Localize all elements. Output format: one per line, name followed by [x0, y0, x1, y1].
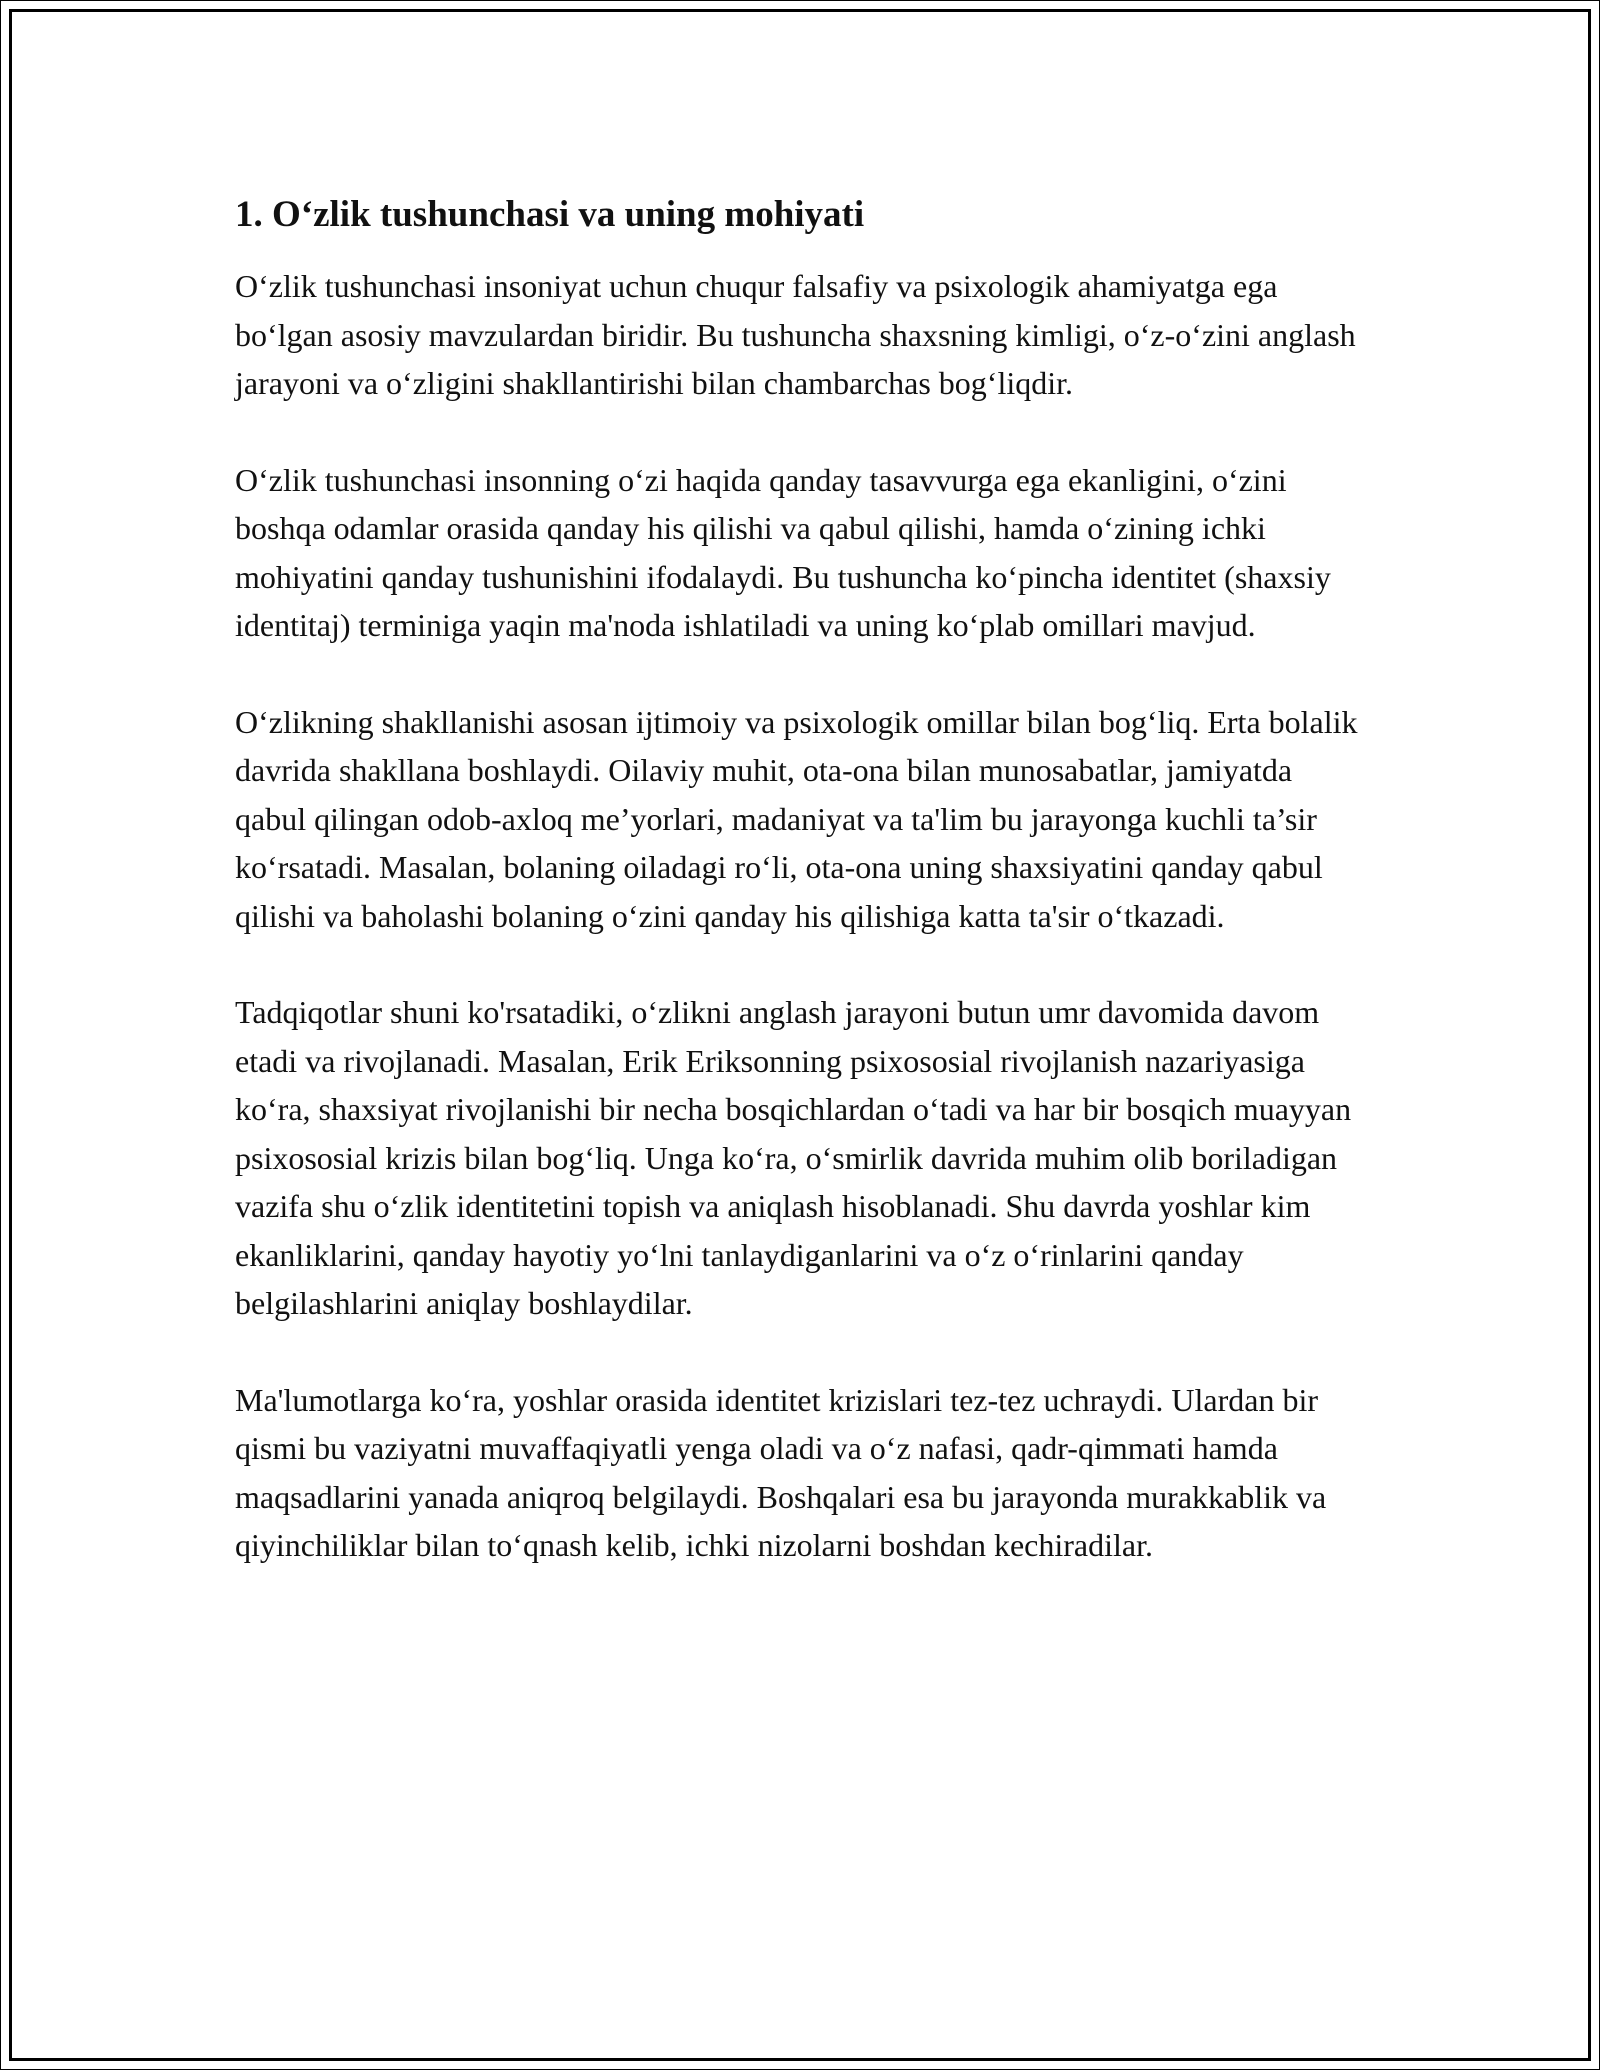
paragraph-3: O‘zlikning shakllanishi asosan ijtimoiy va psixologik omillar bilan bog‘liq. Erta bolalik davrida shakllana boshlaydi. Oilaviy muhit, ota-ona bilan munosabatlar, jamiyatda qabul qilingan odob-axloq me’yorlari, madaniyat va ta'lim bu jarayonga kuchli ta’sir ko‘rsatadi. Masalan, bolaning oiladagi ro‘li, ota-ona uning shaxsiyatini qanday qabul qilishi va baholashi bolaning o‘zini qanday his qilishiga katta ta'sir o‘tkazadi. [235, 703, 1358, 934]
paragraph-2: O‘zlik tushunchasi insonning o‘zi haqida qanday tasavvurga ega ekanligini, o‘zini boshqa odamlar orasida qanday his qilishi va qabul qilishi, hamda o‘zining ichki mohiyatini qanday tushunishini ifodalaydi. Bu tushuncha ko‘pincha identitet (shaxsiy identitaj) terminiga yaqin ma'noda ishlatiladi va uning ko‘plab omillari mavjud. [235, 461, 1331, 643]
section-heading: 1. O‘zlik tushunchasi va uning mohiyati [235, 194, 865, 235]
paragraph-4: Tadqiqotlar shuni ko'rsatadiki, o‘zlikni anglash jarayoni butun umr davomida davom etadi va rivojlanadi. Masalan, Erik Eriksonning psixososial rivojlanish nazariyasiga ko‘ra, shaxsiyat rivojlanishi bir necha bosqichlardan o‘tadi va har bir bosqich muayyan psixososial krizis bilan bog‘liq. Unga ko‘ra, o‘smirlik davrida muhim olib boriladigan vazifa shu o‘zlik identitetini topish va aniqlash hisoblanadi. Shu davrda yoshlar kim ekanliklarini, qanday hayotiy yo‘lni tanlaydiganlarini va o‘z o‘rinlarini qanday belgilashlarini aniqlay boshlaydilar. [235, 994, 1352, 1321]
document-body [235, 190, 1370, 1618]
paragraph-5: Ma'lumotlarga ko‘ra, yoshlar orasida identitet krizislari tez-tez uchraydi. Ulardan bir qismi bu vaziyatni muvaffaqiyatli yenga oladi va o‘z nafasi, qadr-qimmati hamda maqsadlarini yanada aniqroq belgilaydi. Boshqalari esa bu jarayonda murakkablik va qiyinchiliklar bilan to‘qnash kelib, ichki nizolarni boshdan kechiradilar. [235, 1381, 1327, 1563]
paragraph-1: O‘zlik tushunchasi insoniyat uchun chuqur falsafiy va psixologik ahamiyatga ega bo‘lgan asosiy mavzulardan biridir. Bu tushuncha shaxsning kimligi, o‘z-o‘zini anglash jarayoni va o‘zligini shakllantirishi bilan chambarchas bog‘liqdir. [235, 268, 1356, 401]
